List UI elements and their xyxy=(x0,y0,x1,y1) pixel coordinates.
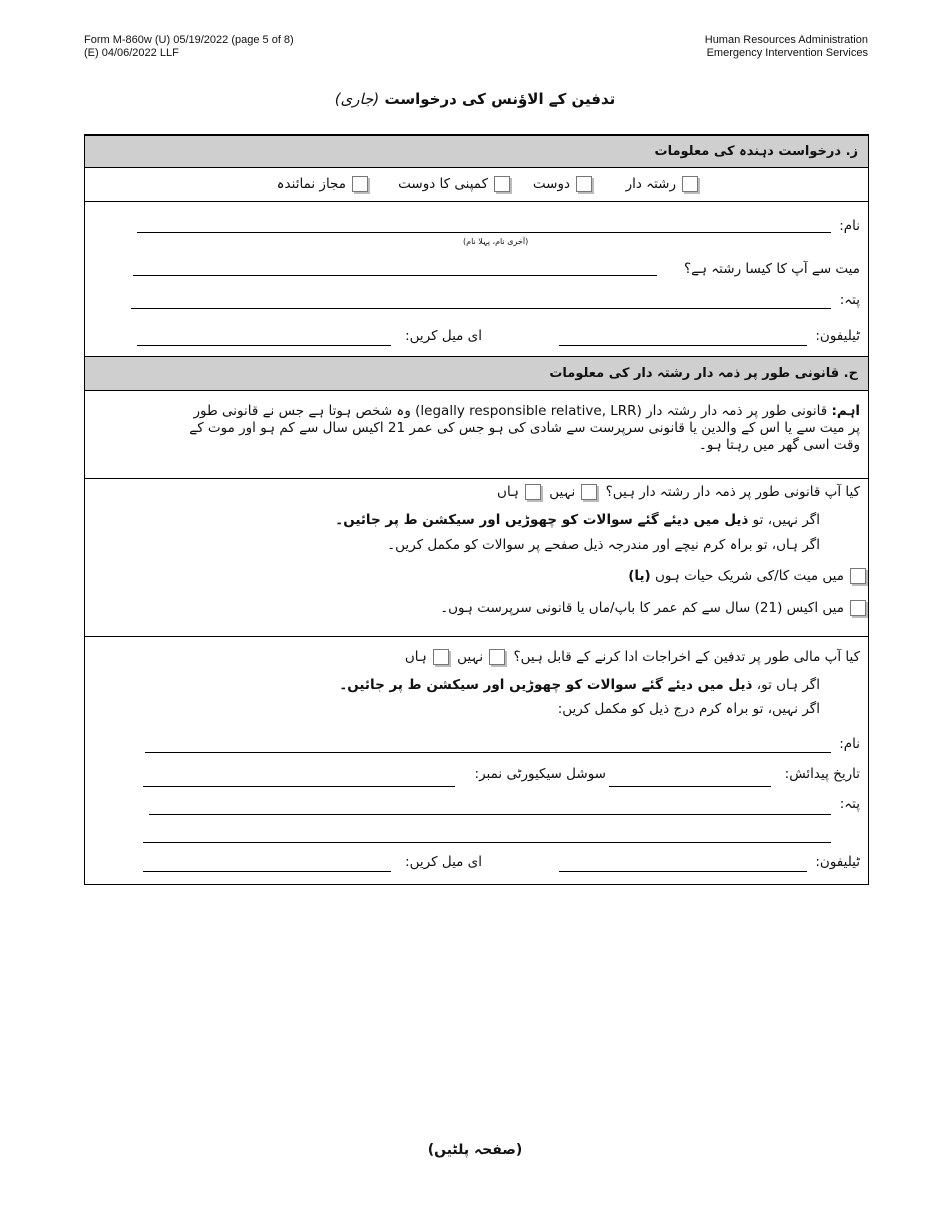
section-g-heading xyxy=(85,136,868,168)
q2-if-yes-instruction: ذیل میں دیئے گئے سوالات کو چھوڑیں اور سیکشن ط پر جائیں۔ xyxy=(339,677,753,693)
relation-friend-option[interactable] xyxy=(533,176,592,192)
form-frame xyxy=(84,134,869,885)
h-address-field-line-2[interactable] xyxy=(143,842,831,843)
q1-text: کیا آپ قانونی طور پر ذمہ دار رشتہ دار ہیں؟ xyxy=(605,484,860,500)
relation-relative-option[interactable] xyxy=(626,176,698,192)
g-email-label: ای میل کریں: xyxy=(405,328,482,344)
h-email-field[interactable] xyxy=(143,871,391,872)
agency-name: Human Resources Administration xyxy=(704,34,868,46)
h-email-label: ای میل کریں: xyxy=(405,854,482,870)
spouse-checkbox[interactable] xyxy=(850,568,866,584)
g-relation-field[interactable] xyxy=(133,275,657,276)
or-label: (یا) xyxy=(628,568,651,584)
q1-no-label: نہیں xyxy=(549,484,576,500)
g-name-field[interactable] xyxy=(137,232,831,233)
note-line-3: وقت اسی گھر میں رہتا ہو۔ xyxy=(698,437,860,453)
division-name: Emergency Intervention Services xyxy=(706,47,868,59)
h-ssn-label: سوشل سیکیورٹی نمبر: xyxy=(474,766,606,782)
parent-label: میں اکیس (21) سال سے کم عمر کا باپ/ماں یا قانونی سرپرست ہوں۔ xyxy=(440,600,844,616)
authorized-rep-checkbox[interactable] xyxy=(352,176,368,192)
section-g-heading-text: ز. درخواست دہندہ کی معلومات xyxy=(654,144,858,159)
relative-checkbox[interactable] xyxy=(682,176,698,192)
q1-yes-checkbox[interactable] xyxy=(525,484,541,500)
divider xyxy=(85,636,868,637)
parent-checkbox[interactable] xyxy=(850,600,866,616)
note-line-1: قانونی طور پر ذمہ دار رشتہ دار (legally responsible relative, LRR) وہ شخص ہوتا ہے جس نے قانونی طور xyxy=(193,403,828,419)
section-h-heading xyxy=(85,357,868,391)
divider xyxy=(85,201,868,202)
note-line-2: پر میت سے یا اس کے والدین یا قانونی سرپرست سے شادی کی ہو جس کی عمر 21 اکیس سال سے کم ہو اور موت کے xyxy=(189,420,860,436)
relation-authorized-rep-option[interactable] xyxy=(277,176,368,192)
relation-company-friend-option[interactable] xyxy=(398,176,510,192)
authorized-rep-label: مجاز نمائندہ xyxy=(276,176,346,192)
g-phone-label: ٹیلیفون: xyxy=(815,328,860,344)
page-title xyxy=(0,90,950,108)
form-id: Form M-860w (U) 05/19/2022 (page 5 of 8) xyxy=(84,34,294,46)
h-dob-label: تاریخ پیدائش: xyxy=(784,766,860,782)
g-name-hint: (آخری نام، پہلا نام) xyxy=(463,237,529,246)
form-edition: (E) 04/06/2022 LLF xyxy=(84,47,179,59)
note-bold: اہم: xyxy=(831,403,860,419)
agency-block xyxy=(705,34,868,60)
company-friend-checkbox[interactable] xyxy=(494,176,510,192)
h-address-field[interactable] xyxy=(149,814,831,815)
g-relation-label: میت سے آپ کا کیسا رشتہ ہے؟ xyxy=(684,261,860,277)
divider xyxy=(85,478,868,479)
q2-text: کیا آپ مالی طور پر تدفین کے اخراجات ادا کرنے کے قابل ہیں؟ xyxy=(513,649,860,665)
spouse-option[interactable] xyxy=(628,568,866,584)
section-h-heading-text: ح. قانونی طور پر ذمہ دار رشتہ دار کی معلومات xyxy=(549,366,858,381)
h-phone-label: ٹیلیفون: xyxy=(815,854,860,870)
lrr-definition xyxy=(95,403,860,454)
q2-if-yes-prefix: اگر ہاں تو، xyxy=(756,677,820,693)
q1-if-no-prefix: اگر نہیں، تو xyxy=(752,512,820,528)
q2-yes-label: ہاں xyxy=(404,649,427,665)
turn-page-note: (صفحہ پلٹیں) xyxy=(427,1142,523,1158)
g-address-label: پتہ: xyxy=(839,292,860,308)
h-name-label: نام: xyxy=(839,736,860,752)
q1-if-yes: اگر ہاں، تو براہ کرم نیچے اور مندرجہ ذیل صفحے پر سوالات کو مکمل کریں۔ xyxy=(387,537,820,553)
q2-no-checkbox[interactable] xyxy=(489,649,505,665)
q2-if-yes xyxy=(339,677,820,693)
q1-no-checkbox[interactable] xyxy=(581,484,597,500)
g-address-field[interactable] xyxy=(131,308,831,309)
h-phone-field[interactable] xyxy=(559,871,807,872)
title-continued: (جاری) xyxy=(334,90,380,108)
parent-option[interactable] xyxy=(440,600,866,616)
h-dob-field[interactable] xyxy=(609,786,771,787)
g-name-label: نام: xyxy=(839,218,860,234)
g-phone-field[interactable] xyxy=(559,345,807,346)
h-name-field[interactable] xyxy=(145,752,831,753)
relative-label: رشتہ دار xyxy=(625,176,676,192)
form-id-block xyxy=(84,34,294,60)
q2-yes-checkbox[interactable] xyxy=(433,649,449,665)
q1-if-no-instruction: ذیل میں دیئے گئے سوالات کو چھوڑیں اور سیکشن ط پر جائیں۔ xyxy=(335,512,749,528)
h-ssn-field[interactable] xyxy=(143,786,455,787)
friend-label: دوست xyxy=(532,176,570,192)
q1-if-no xyxy=(335,512,820,528)
q2-if-no: اگر نہیں، تو براہ کرم درج ذیل کو مکمل کریں: xyxy=(557,701,820,717)
friend-checkbox[interactable] xyxy=(576,176,592,192)
spouse-label: میں میت کا/کی شریک حیات ہوں xyxy=(654,568,844,584)
q1-yes-label: ہاں xyxy=(497,484,519,500)
q2-no-label: نہیں xyxy=(457,649,484,665)
q1-row xyxy=(497,484,860,500)
title-main: تدفین کے الاؤنس کی درخواست xyxy=(384,90,616,108)
q2-row xyxy=(405,649,860,665)
g-email-field[interactable] xyxy=(137,345,391,346)
company-friend-label: کمپنی کا دوست xyxy=(398,176,488,192)
h-address-label: پتہ: xyxy=(839,796,860,812)
